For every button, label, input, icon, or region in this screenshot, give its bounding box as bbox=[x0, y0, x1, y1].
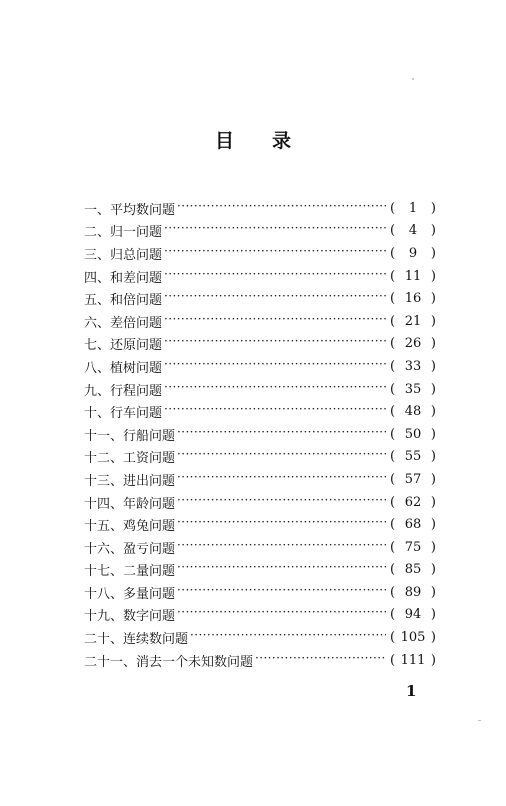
toc-entry[interactable] bbox=[84, 581, 436, 604]
dot-leader bbox=[164, 383, 386, 396]
page-number: 62 bbox=[404, 494, 422, 510]
toc-entry[interactable] bbox=[84, 446, 436, 469]
toc-entry-title: 二十一、消去一个未知数问题 bbox=[84, 654, 254, 670]
toc-entry-page: ( 26 ) bbox=[390, 336, 436, 352]
toc-entry-title: 十、行车问题 bbox=[84, 406, 163, 422]
page-number: 85 bbox=[404, 562, 422, 578]
dot-leader bbox=[177, 586, 386, 599]
dot-leader bbox=[255, 654, 386, 667]
page-number: 55 bbox=[404, 449, 422, 465]
page-number: 50 bbox=[404, 426, 422, 442]
toc-entry-page: ( 68 ) bbox=[390, 517, 436, 533]
toc-entry-title: 十一、行船问题 bbox=[84, 428, 176, 444]
dot-leader bbox=[177, 428, 386, 441]
toc-entry-title: 一、平均数问题 bbox=[84, 202, 176, 218]
toc-entry-page: ( 21 ) bbox=[390, 313, 436, 329]
dot-leader bbox=[177, 518, 386, 531]
title-char-1: 目 bbox=[214, 129, 234, 152]
dot-leader bbox=[177, 450, 386, 463]
toc-entry[interactable] bbox=[84, 604, 436, 627]
toc-entry-title: 十四、年龄问题 bbox=[84, 496, 176, 512]
toc-entry[interactable] bbox=[84, 491, 436, 514]
toc-entry-title: 五、和倍问题 bbox=[84, 293, 163, 309]
dot-leader bbox=[190, 631, 386, 644]
toc-entry-page: ( 9 ) bbox=[390, 245, 436, 261]
dot-leader bbox=[164, 292, 386, 305]
page-number: 48 bbox=[404, 404, 422, 420]
page-number: 26 bbox=[404, 336, 422, 352]
dot-leader bbox=[177, 202, 386, 215]
page-number: 75 bbox=[404, 539, 422, 555]
toc-entry[interactable] bbox=[84, 626, 436, 649]
page-number: 105 bbox=[400, 630, 426, 646]
dot-leader bbox=[164, 270, 386, 283]
page-number: 4 bbox=[408, 223, 418, 239]
toc-entry-title: 十八、多量问题 bbox=[84, 586, 176, 602]
toc-entry[interactable] bbox=[84, 265, 436, 288]
toc-entry-page: ( 35 ) bbox=[390, 381, 436, 397]
toc-entry-page: ( 62 ) bbox=[390, 494, 436, 510]
page-number: 68 bbox=[404, 517, 422, 533]
toc-entry-title: 六、差倍问题 bbox=[84, 315, 163, 331]
toc-entry[interactable] bbox=[84, 536, 436, 559]
page-number: 11 bbox=[404, 268, 422, 284]
page-number: 57 bbox=[404, 471, 422, 487]
toc-entry-title: 三、归总问题 bbox=[84, 247, 163, 263]
dot-leader bbox=[164, 405, 386, 418]
page-title bbox=[0, 126, 506, 152]
toc-entry[interactable] bbox=[84, 378, 436, 401]
dot-leader bbox=[177, 473, 386, 486]
page-number: 111 bbox=[400, 652, 426, 668]
scan-speck bbox=[412, 78, 414, 80]
toc-entry-title: 十六、盈亏问题 bbox=[84, 541, 176, 557]
toc-entry[interactable] bbox=[84, 400, 436, 423]
dot-leader bbox=[164, 315, 386, 328]
toc-entry-title: 十三、进出问题 bbox=[84, 473, 176, 489]
toc-entry-page: ( 33 ) bbox=[390, 358, 436, 374]
toc-entry-title: 十二、工资问题 bbox=[84, 451, 176, 467]
page-number: 89 bbox=[404, 584, 422, 600]
toc-entry-title: 十九、数字问题 bbox=[84, 609, 176, 625]
toc-entry[interactable] bbox=[84, 513, 436, 536]
toc-entry-page: ( 89 ) bbox=[390, 584, 436, 600]
toc-entry[interactable] bbox=[84, 242, 436, 265]
toc-entry-title: 十七、二量问题 bbox=[84, 564, 176, 580]
toc-entry-title: 十五、鸡兔问题 bbox=[84, 519, 176, 535]
dot-leader bbox=[177, 496, 386, 509]
scan-speck bbox=[478, 720, 481, 721]
toc-entry-page: ( 1 ) bbox=[390, 200, 436, 216]
toc-entry-page: ( 50 ) bbox=[390, 426, 436, 442]
dot-leader bbox=[164, 247, 386, 260]
toc-entry[interactable] bbox=[84, 649, 436, 672]
toc-entry-title: 四、和差问题 bbox=[84, 270, 163, 286]
page-number: 33 bbox=[404, 358, 422, 374]
toc-entry[interactable] bbox=[84, 559, 436, 582]
page-number: 1 bbox=[408, 200, 418, 216]
toc-entry[interactable] bbox=[84, 468, 436, 491]
toc-entry-title: 二、归一问题 bbox=[84, 225, 163, 241]
page-folio: 1 bbox=[406, 682, 417, 700]
table-of-contents bbox=[84, 197, 436, 671]
toc-entry-title: 八、植树问题 bbox=[84, 360, 163, 376]
toc-entry[interactable] bbox=[84, 355, 436, 378]
toc-entry[interactable] bbox=[84, 197, 436, 220]
toc-entry[interactable] bbox=[84, 310, 436, 333]
page-number: 35 bbox=[404, 381, 422, 397]
toc-entry-title: 九、行程问题 bbox=[84, 383, 163, 399]
page-number: 9 bbox=[408, 245, 418, 261]
dot-leader bbox=[164, 337, 386, 350]
toc-entry-page: ( 11 ) bbox=[390, 268, 436, 284]
dot-leader bbox=[177, 563, 386, 576]
page-number: 16 bbox=[404, 291, 422, 307]
toc-entry-page: ( 105 ) bbox=[390, 630, 436, 646]
toc-entry-page: ( 57 ) bbox=[390, 471, 436, 487]
toc-entry[interactable] bbox=[84, 287, 436, 310]
dot-leader bbox=[177, 541, 386, 554]
toc-entry-page: ( 4 ) bbox=[390, 223, 436, 239]
toc-entry[interactable] bbox=[84, 333, 436, 356]
dot-leader bbox=[164, 224, 386, 237]
toc-entry-page: ( 16 ) bbox=[390, 291, 436, 307]
toc-entry[interactable] bbox=[84, 220, 436, 243]
page-number: 21 bbox=[404, 313, 422, 329]
title-char-2: 录 bbox=[272, 129, 292, 152]
dot-leader bbox=[164, 360, 386, 373]
toc-entry-page: ( 48 ) bbox=[390, 404, 436, 420]
toc-entry-page: ( 111 ) bbox=[390, 652, 436, 668]
toc-entry-page: ( 75 ) bbox=[390, 539, 436, 555]
toc-entry[interactable] bbox=[84, 423, 436, 446]
page-number: 94 bbox=[404, 607, 422, 623]
toc-entry-page: ( 94 ) bbox=[390, 607, 436, 623]
toc-entry-page: ( 55 ) bbox=[390, 449, 436, 465]
toc-entry-page: ( 85 ) bbox=[390, 562, 436, 578]
toc-entry-title: 七、还原问题 bbox=[84, 338, 163, 354]
toc-entry-title: 二十、连续数问题 bbox=[84, 632, 189, 648]
dot-leader bbox=[177, 608, 386, 621]
